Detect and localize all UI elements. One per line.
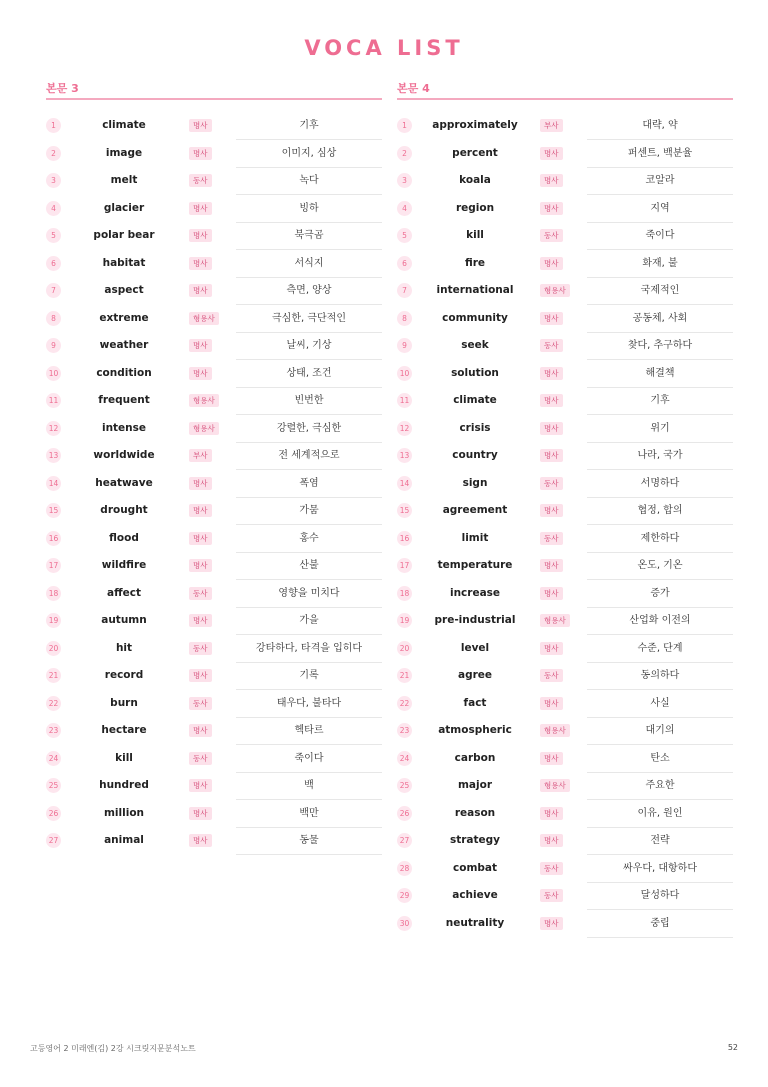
row-number: 22 [397, 696, 412, 711]
row-number: 15 [46, 503, 61, 518]
vocab-word: burn [110, 696, 138, 709]
vocab-meaning: 극심한, 극단적인 [236, 305, 382, 333]
part-of-speech-badge: 명사 [540, 697, 563, 710]
vocab-row [46, 525, 382, 553]
row-number: 4 [397, 201, 412, 216]
vocab-row [397, 112, 733, 140]
vocab-word: country [452, 449, 498, 461]
vocab-meaning: 주요한 [587, 772, 733, 800]
vocab-word: international [436, 284, 514, 296]
vocab-meaning: 제한하다 [587, 525, 733, 553]
vocab-word: intense [101, 421, 147, 434]
part-of-speech-badge: 명사 [189, 367, 212, 380]
part-of-speech-badge: 명사 [189, 257, 212, 270]
vocab-meaning: 빈번한 [236, 387, 382, 415]
part-of-speech-badge: 동사 [540, 339, 563, 352]
part-of-speech-badge: 명사 [189, 284, 212, 297]
vocab-row [46, 387, 382, 415]
part-of-speech-badge: 부사 [540, 119, 563, 132]
vocab-meaning: 기후 [236, 112, 382, 140]
vocab-word: atmospheric [438, 724, 512, 736]
vocab-word: carbon [454, 751, 496, 764]
vocab-row [46, 552, 382, 580]
vocab-meaning: 찾다, 추구하다 [587, 332, 733, 360]
vocab-row [46, 167, 382, 195]
part-of-speech-badge: 동사 [540, 477, 563, 490]
vocab-word: approximately [432, 119, 518, 131]
vocab-meaning: 동물 [236, 827, 382, 855]
vocab-word: pre-industrial [434, 614, 516, 626]
section-heading: 본문 4 [397, 78, 733, 100]
part-of-speech-badge: 형용사 [540, 724, 570, 737]
row-number: 21 [46, 668, 61, 683]
vocab-word: melt [110, 174, 138, 186]
vocab-word: kill [466, 229, 484, 241]
vocab-word: polar bear [93, 229, 155, 241]
vocab-word: heatwave [95, 476, 153, 489]
vocab-meaning: 빙하 [236, 195, 382, 223]
vocab-word: climate [453, 394, 497, 406]
row-number: 3 [46, 173, 61, 188]
part-of-speech-badge: 명사 [540, 147, 563, 160]
row-number: 19 [397, 613, 412, 628]
part-of-speech-badge: 명사 [189, 724, 212, 737]
vocab-row [397, 525, 733, 553]
vocab-word: glacier [103, 201, 145, 214]
row-number: 14 [397, 476, 412, 491]
vocab-row [46, 635, 382, 663]
vocab-meaning: 공동체, 사회 [587, 305, 733, 333]
vocab-meaning: 북극곰 [236, 222, 382, 250]
vocab-row [46, 222, 382, 250]
part-of-speech-badge: 동사 [540, 862, 563, 875]
row-number: 2 [46, 146, 61, 161]
vocab-meaning: 지역 [587, 195, 733, 223]
section-bonmun-3 [46, 78, 382, 855]
vocab-word: habitat [102, 256, 146, 269]
vocab-word: fact [463, 696, 487, 709]
part-of-speech-badge: 명사 [540, 807, 563, 820]
part-of-speech-badge: 명사 [540, 642, 563, 655]
vocab-row [46, 140, 382, 168]
row-number: 21 [397, 668, 412, 683]
row-number: 20 [397, 641, 412, 656]
vocab-meaning: 죽이다 [236, 745, 382, 773]
row-number: 7 [46, 283, 61, 298]
section-heading: 본문 3 [46, 78, 382, 100]
vocab-word: worldwide [93, 449, 155, 461]
vocab-row [397, 772, 733, 800]
part-of-speech-badge: 명사 [189, 229, 212, 242]
vocab-row [397, 607, 733, 635]
vocab-list [397, 112, 733, 937]
part-of-speech-badge: 명사 [189, 477, 212, 490]
vocab-row [46, 717, 382, 745]
vocab-meaning: 대략, 약 [587, 112, 733, 140]
part-of-speech-badge: 명사 [540, 394, 563, 407]
vocab-word: aspect [104, 284, 144, 296]
row-number: 14 [46, 476, 61, 491]
vocab-row [46, 827, 382, 855]
part-of-speech-badge: 동사 [540, 229, 563, 242]
vocab-word: animal [104, 834, 144, 846]
row-number: 13 [397, 448, 412, 463]
vocab-row [397, 360, 733, 388]
part-of-speech-badge: 부사 [189, 449, 212, 462]
vocab-row [397, 745, 733, 773]
part-of-speech-badge: 명사 [189, 807, 212, 820]
vocab-word: level [460, 641, 490, 654]
vocab-word: wildfire [101, 559, 147, 571]
vocab-meaning: 날씨, 기상 [236, 332, 382, 360]
row-number: 9 [397, 338, 412, 353]
part-of-speech-badge: 명사 [540, 449, 563, 462]
vocab-meaning: 서식지 [236, 250, 382, 278]
vocab-row [397, 222, 733, 250]
vocab-row [397, 635, 733, 663]
vocab-meaning: 국제적인 [587, 277, 733, 305]
row-number: 10 [46, 366, 61, 381]
row-number: 12 [397, 421, 412, 436]
vocab-meaning: 강렬한, 극심한 [236, 415, 382, 443]
vocab-word: sign [462, 476, 488, 489]
row-number: 6 [46, 256, 61, 271]
vocab-word: hit [115, 641, 133, 654]
vocab-row [46, 800, 382, 828]
vocab-word: fire [464, 256, 486, 269]
vocab-meaning: 전 세계적으로 [236, 442, 382, 470]
vocab-row [46, 195, 382, 223]
vocab-word: hundred [99, 779, 149, 791]
vocab-word: hectare [101, 724, 147, 736]
vocab-word: flood [109, 531, 139, 544]
row-number: 26 [397, 806, 412, 821]
vocab-row [397, 497, 733, 525]
part-of-speech-badge: 명사 [540, 504, 563, 517]
vocab-word: temperature [437, 559, 513, 571]
part-of-speech-badge: 형용사 [189, 312, 219, 325]
part-of-speech-badge: 명사 [189, 669, 212, 682]
vocab-row [397, 167, 733, 195]
vocab-row [397, 690, 733, 718]
vocab-meaning: 이유, 원인 [587, 800, 733, 828]
vocab-meaning: 상태, 조건 [236, 360, 382, 388]
vocab-meaning: 동의하다 [587, 662, 733, 690]
part-of-speech-badge: 명사 [540, 367, 563, 380]
row-number: 1 [397, 118, 412, 133]
vocab-meaning: 백 [236, 772, 382, 800]
vocab-word: million [103, 806, 145, 819]
vocab-meaning: 수준, 단계 [587, 635, 733, 663]
vocab-row [46, 690, 382, 718]
vocab-word: major [457, 779, 493, 791]
row-number: 26 [46, 806, 61, 821]
vocab-meaning: 산불 [236, 552, 382, 580]
part-of-speech-badge: 명사 [189, 202, 212, 215]
vocab-word: condition [96, 366, 152, 379]
vocab-row [397, 470, 733, 498]
vocab-meaning: 증가 [587, 580, 733, 608]
part-of-speech-badge: 명사 [540, 202, 563, 215]
vocab-word: frequent [98, 394, 150, 406]
vocab-row [46, 305, 382, 333]
vocab-row [397, 140, 733, 168]
row-number: 16 [397, 531, 412, 546]
vocab-meaning: 서명하다 [587, 470, 733, 498]
vocab-row [46, 250, 382, 278]
vocab-meaning: 싸우다, 대항하다 [587, 855, 733, 883]
vocab-meaning: 나라, 국가 [587, 442, 733, 470]
vocab-word: koala [459, 174, 491, 186]
vocab-meaning: 백만 [236, 800, 382, 828]
page-number: 52 [727, 1043, 738, 1052]
vocab-row [46, 745, 382, 773]
row-number: 19 [46, 613, 61, 628]
vocab-meaning: 헥타르 [236, 717, 382, 745]
row-number: 1 [46, 118, 61, 133]
row-number: 4 [46, 201, 61, 216]
part-of-speech-badge: 동사 [189, 642, 212, 655]
vocab-row [46, 442, 382, 470]
vocab-word: autumn [101, 614, 147, 626]
vocab-row [397, 882, 733, 910]
vocab-word: seek [461, 339, 489, 351]
vocab-word: solution [451, 366, 499, 379]
section-bonmun-4 [397, 78, 733, 937]
row-number: 12 [46, 421, 61, 436]
vocab-row [397, 332, 733, 360]
vocab-row [46, 580, 382, 608]
vocab-meaning: 측면, 양상 [236, 277, 382, 305]
vocab-word: strategy [449, 834, 501, 846]
vocab-row [46, 470, 382, 498]
vocab-word: reason [454, 806, 496, 819]
vocab-row [397, 305, 733, 333]
part-of-speech-badge: 명사 [540, 917, 563, 930]
vocab-meaning: 기후 [587, 387, 733, 415]
vocab-meaning: 협정, 합의 [587, 497, 733, 525]
row-number: 24 [46, 751, 61, 766]
vocab-row [397, 442, 733, 470]
vocab-word: kill [115, 751, 133, 764]
vocab-meaning: 죽이다 [587, 222, 733, 250]
row-number: 17 [46, 558, 61, 573]
vocab-row [46, 277, 382, 305]
vocab-row [397, 717, 733, 745]
vocab-meaning: 홍수 [236, 525, 382, 553]
vocab-word: combat [453, 861, 497, 874]
part-of-speech-badge: 명사 [540, 257, 563, 270]
vocab-row [397, 662, 733, 690]
vocab-meaning: 태우다, 불타다 [236, 690, 382, 718]
row-number: 30 [397, 916, 412, 931]
part-of-speech-badge: 명사 [189, 779, 212, 792]
part-of-speech-badge: 명사 [189, 504, 212, 517]
vocab-row [46, 772, 382, 800]
part-of-speech-badge: 동사 [189, 752, 212, 765]
row-number: 20 [46, 641, 61, 656]
row-number: 10 [397, 366, 412, 381]
row-number: 29 [397, 888, 412, 903]
vocab-word: agreement [442, 504, 508, 516]
row-number: 18 [46, 586, 61, 601]
footer-book-title: 고등영어 2 미래엔(김) 2강 시크릿지문분석노트 [30, 1044, 196, 1053]
part-of-speech-badge: 명사 [540, 752, 563, 765]
row-number: 5 [397, 228, 412, 243]
vocab-row [397, 387, 733, 415]
row-number: 27 [46, 833, 61, 848]
vocab-meaning: 화재, 불 [587, 250, 733, 278]
row-number: 11 [46, 393, 61, 408]
row-number: 15 [397, 503, 412, 518]
vocab-meaning: 위기 [587, 415, 733, 443]
vocab-row [397, 415, 733, 443]
vocab-meaning: 산업화 이전의 [587, 607, 733, 635]
row-number: 5 [46, 228, 61, 243]
part-of-speech-badge: 명사 [189, 559, 212, 572]
part-of-speech-badge: 형용사 [189, 394, 219, 407]
vocab-row [46, 497, 382, 525]
part-of-speech-badge: 명사 [189, 119, 212, 132]
vocab-list [46, 112, 382, 855]
vocab-word: extreme [99, 311, 149, 324]
row-number: 17 [397, 558, 412, 573]
part-of-speech-badge: 명사 [189, 339, 212, 352]
vocab-row [397, 552, 733, 580]
page-title: VOCA LIST [304, 36, 464, 60]
part-of-speech-badge: 동사 [540, 532, 563, 545]
vocab-word: weather [99, 339, 149, 351]
vocab-meaning: 퍼센트, 백분율 [587, 140, 733, 168]
part-of-speech-badge: 동사 [189, 174, 212, 187]
row-number: 25 [397, 778, 412, 793]
part-of-speech-badge: 명사 [189, 614, 212, 627]
vocab-meaning: 탄소 [587, 745, 733, 773]
part-of-speech-badge: 형용사 [540, 779, 570, 792]
vocab-meaning: 해결책 [587, 360, 733, 388]
row-number: 3 [397, 173, 412, 188]
part-of-speech-badge: 명사 [540, 422, 563, 435]
vocab-word: drought [100, 504, 148, 516]
row-number: 22 [46, 696, 61, 711]
vocab-word: achieve [452, 889, 498, 901]
vocab-row [46, 360, 382, 388]
part-of-speech-badge: 명사 [540, 587, 563, 600]
vocab-meaning: 이미지, 심상 [236, 140, 382, 168]
vocab-meaning: 달성하다 [587, 882, 733, 910]
vocab-word: image [105, 146, 143, 159]
part-of-speech-badge: 형용사 [540, 614, 570, 627]
vocab-row [397, 195, 733, 223]
row-number: 2 [397, 146, 412, 161]
vocab-word: record [104, 669, 144, 681]
vocab-meaning: 온도, 기온 [587, 552, 733, 580]
vocab-row [397, 250, 733, 278]
vocab-row [397, 910, 733, 938]
vocab-row [397, 580, 733, 608]
part-of-speech-badge: 동사 [189, 697, 212, 710]
part-of-speech-badge: 형용사 [189, 422, 219, 435]
vocab-word: increase [449, 586, 501, 599]
row-number: 6 [397, 256, 412, 271]
row-number: 18 [397, 586, 412, 601]
part-of-speech-badge: 형용사 [540, 284, 570, 297]
vocab-meaning: 대기의 [587, 717, 733, 745]
vocab-meaning: 기록 [236, 662, 382, 690]
vocab-meaning: 영향을 미치다 [236, 580, 382, 608]
vocab-meaning: 중립 [587, 910, 733, 938]
vocab-meaning: 강타하다, 타격을 입히다 [236, 635, 382, 663]
row-number: 23 [46, 723, 61, 738]
vocab-word: neutrality [445, 916, 505, 929]
row-number: 25 [46, 778, 61, 793]
row-number: 24 [397, 751, 412, 766]
part-of-speech-badge: 동사 [540, 889, 563, 902]
row-number: 27 [397, 833, 412, 848]
vocab-word: agree [457, 669, 493, 681]
part-of-speech-badge: 명사 [540, 312, 563, 325]
row-number: 28 [397, 861, 412, 876]
row-number: 11 [397, 393, 412, 408]
vocab-row [46, 415, 382, 443]
vocab-word: affect [107, 586, 141, 599]
vocab-row [46, 112, 382, 140]
vocab-row [397, 800, 733, 828]
vocab-word: region [455, 201, 495, 214]
part-of-speech-badge: 명사 [189, 532, 212, 545]
part-of-speech-badge: 명사 [540, 834, 563, 847]
vocab-row [46, 662, 382, 690]
row-number: 13 [46, 448, 61, 463]
vocab-meaning: 가뭄 [236, 497, 382, 525]
part-of-speech-badge: 명사 [189, 147, 212, 160]
part-of-speech-badge: 동사 [189, 587, 212, 600]
part-of-speech-badge: 명사 [540, 559, 563, 572]
vocab-meaning: 전략 [587, 827, 733, 855]
row-number: 8 [46, 311, 61, 326]
part-of-speech-badge: 명사 [189, 834, 212, 847]
vocab-row [46, 332, 382, 360]
part-of-speech-badge: 동사 [540, 669, 563, 682]
row-number: 23 [397, 723, 412, 738]
vocab-row [397, 855, 733, 883]
vocab-word: crisis [459, 421, 491, 434]
vocab-meaning: 가을 [236, 607, 382, 635]
vocab-row [397, 277, 733, 305]
vocab-meaning: 폭염 [236, 470, 382, 498]
row-number: 16 [46, 531, 61, 546]
vocab-word: community [442, 311, 508, 324]
vocab-row [46, 607, 382, 635]
vocab-word: climate [102, 119, 146, 131]
row-number: 9 [46, 338, 61, 353]
vocab-meaning: 코알라 [587, 167, 733, 195]
vocab-word: limit [461, 531, 489, 544]
vocab-meaning: 녹다 [236, 167, 382, 195]
row-number: 7 [397, 283, 412, 298]
vocab-row [397, 827, 733, 855]
part-of-speech-badge: 명사 [540, 174, 563, 187]
vocab-word: percent [452, 146, 498, 159]
vocab-meaning: 사실 [587, 690, 733, 718]
row-number: 8 [397, 311, 412, 326]
